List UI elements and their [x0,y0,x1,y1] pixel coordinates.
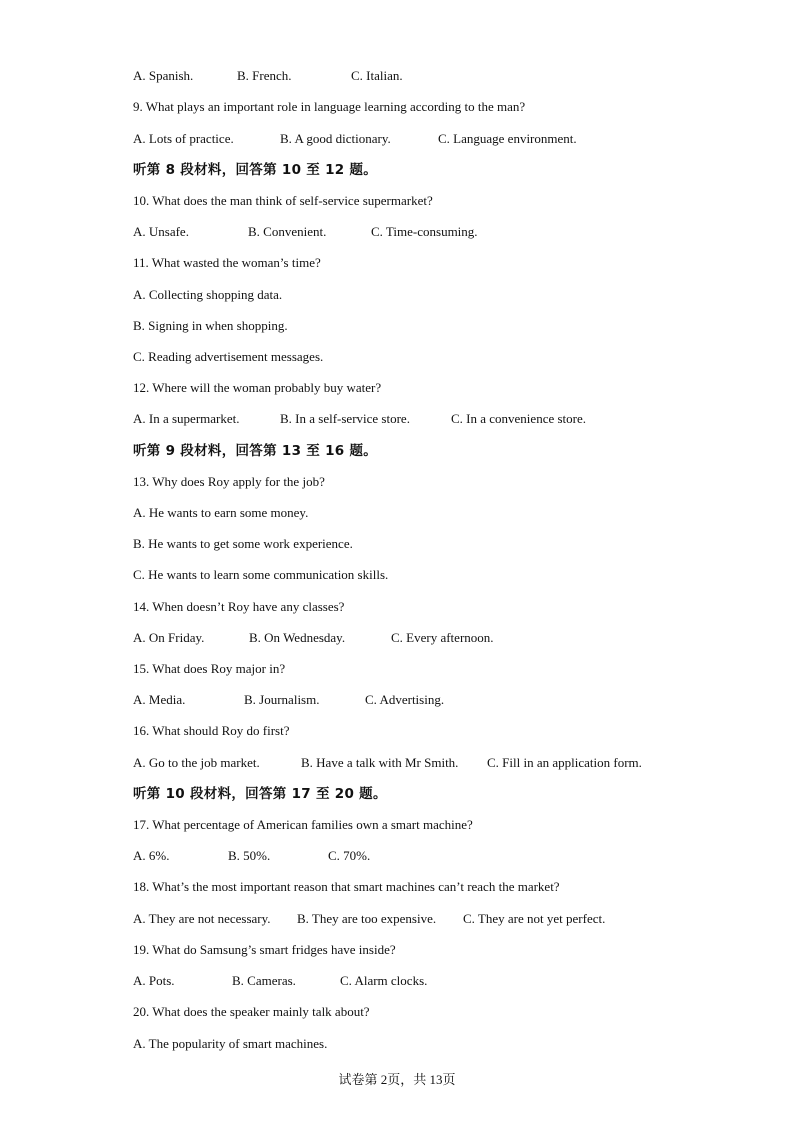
q19-option-a: A. Pots. [133,973,175,988]
q18-question: 18. What’s the most important reason that smart machines can’t reach the market? [133,879,560,894]
q12-question: 12. Where will the woman probably buy water? [133,380,382,395]
q15-option-b: B. Journalism. [244,692,320,707]
section-10-heading: 听第 10 段材料，回答第 17 至 20 题。 [133,786,387,802]
page-footer: 试卷第 2页，共 13页 [338,1072,456,1087]
q10-option-a: A. Unsafe. [133,224,189,239]
q12-option-b: B. In a self-service store. [280,411,410,426]
q15-question: 15. What does Roy major in? [133,661,286,676]
q18-option-a: A. They are not necessary. [133,911,271,926]
q13-option-a: A. He wants to earn some money. [133,505,309,520]
q12-option-a: A. In a supermarket. [133,411,240,426]
q19-option-c: C. Alarm clocks. [340,973,428,988]
q20-option-a: A. The popularity of smart machines. [133,1036,328,1051]
q16-option-c: C. Fill in an application form. [487,755,642,770]
q17-option-a: A. 6%. [133,848,170,863]
q11-option-a: A. Collecting shopping data. [133,287,283,302]
q16-option-b: B. Have a talk with Mr Smith. [301,755,459,770]
q15-option-a: A. Media. [133,692,186,707]
q9-option-a: A. Lots of practice. [133,131,234,146]
q17-option-b: B. 50%. [228,848,271,863]
q10-option-b: B. Convenient. [248,224,327,239]
q18-option-b: B. They are too expensive. [297,911,437,926]
q20-question: 20. What does the speaker mainly talk about? [133,1004,370,1019]
q14-question: 14. When doesn’t Roy have any classes? [133,599,345,614]
q13-question: 13. Why does Roy apply for the job? [133,474,325,489]
q11-question: 11. What wasted the woman’s time? [133,255,321,270]
q19-question: 19. What do Samsung’s smart fridges have inside? [133,942,396,957]
q17-option-c: C. 70%. [328,848,371,863]
q9-option-b: B. A good dictionary. [280,131,391,146]
q11-option-b: B. Signing in when shopping. [133,318,288,333]
q9-option-c: C. Language environment. [438,131,577,146]
q8-option-c: C. Italian. [351,68,403,83]
q15-option-c: C. Advertising. [365,692,445,707]
q14-option-b: B. On Wednesday. [249,630,346,645]
q10-option-c: C. Time-consuming. [371,224,478,239]
section-8-heading: 听第 8 段材料，回答第 10 至 12 题。 [133,162,378,178]
q16-option-a: A. Go to the job market. [133,755,260,770]
q8-option-b: B. French. [237,68,292,83]
q13-option-b: B. He wants to get some work experience. [133,536,353,551]
q9-question: 9. What plays an important role in language learning according to the man? [133,99,526,114]
q8-option-a: A. Spanish. [133,68,194,83]
q10-question: 10. What does the man think of self-service supermarket? [133,193,433,208]
q17-question: 17. What percentage of American families own a smart machine? [133,817,473,832]
q16-question: 16. What should Roy do first? [133,723,290,738]
q18-option-c: C. They are not yet perfect. [463,911,606,926]
q12-option-c: C. In a convenience store. [451,411,587,426]
q14-option-a: A. On Friday. [133,630,205,645]
q13-option-c: C. He wants to learn some communication skills. [133,567,389,582]
q14-option-c: C. Every afternoon. [391,630,494,645]
q19-option-b: B. Cameras. [232,973,296,988]
section-9-heading: 听第 9 段材料，回答第 13 至 16 题。 [133,443,378,459]
q11-option-c: C. Reading advertisement messages. [133,349,324,364]
